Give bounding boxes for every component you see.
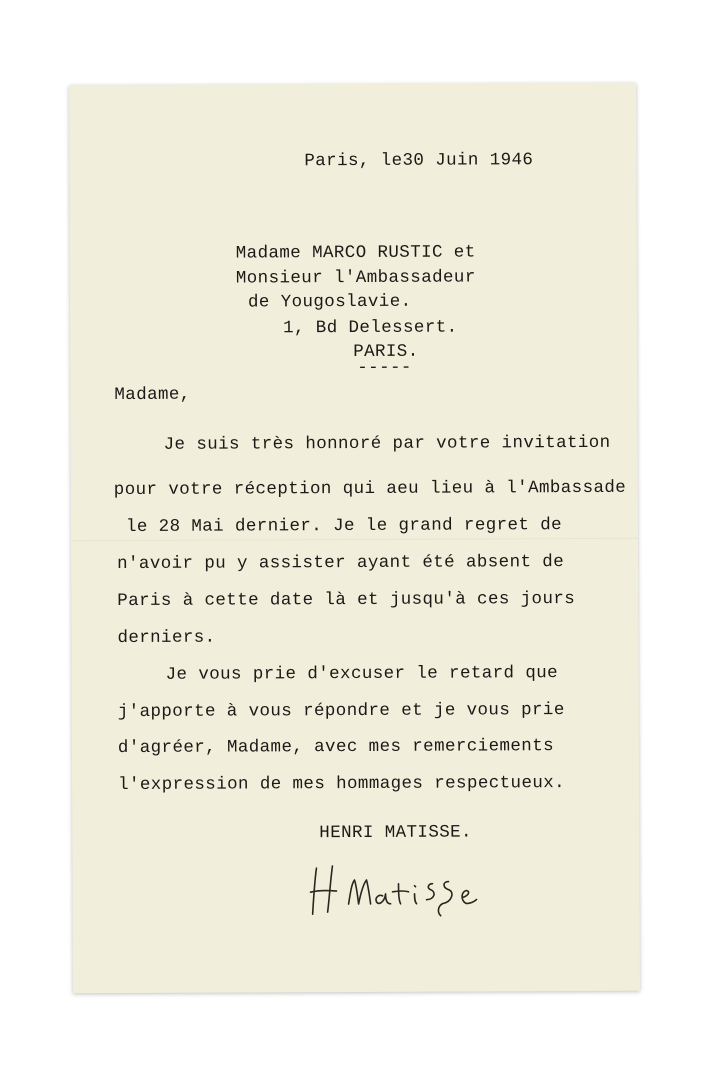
body-line: l'expression de mes hommages respectueux. (118, 773, 566, 796)
recipient-line: PARIS. (353, 341, 419, 363)
letter-sheet (69, 83, 640, 993)
recipient-underline: ----- (357, 357, 412, 378)
body-line: Paris à cette date là et jusqu'à ces jours (117, 589, 576, 612)
body-line: j'apporte à vous répondre et je vous prie (117, 700, 565, 723)
body-line: Je vous prie d'excuser le retard que (165, 663, 559, 685)
handwritten-signature (308, 859, 498, 920)
body-line: pour votre réception qui aeu lieu à l'Ambassade (113, 477, 627, 501)
body-line: Je suis très honnoré par votre invitation (163, 432, 611, 455)
recipient-line: de Yougoslavie. (247, 291, 412, 313)
typed-signature: HENRI MATISSE. (319, 822, 472, 844)
body-line: n'avoir pu y assister ayant été absent de (117, 552, 565, 575)
recipient-line: Madame MARCO RUSTIC et (235, 242, 476, 264)
letter-date: Paris, le30 Juin 1946 (304, 150, 534, 172)
recipient-line: 1, Bd Delessert. (283, 317, 458, 339)
body-line: d'agréer, Madame, avec mes remerciements (117, 736, 555, 759)
letter-salutation: Madame, (114, 384, 191, 406)
body-line: le 28 Mai dernier. Je le grand regret de (125, 515, 563, 537)
recipient-line: Monsieur l'Ambassadeur (235, 267, 476, 289)
body-line: derniers. (117, 627, 216, 649)
